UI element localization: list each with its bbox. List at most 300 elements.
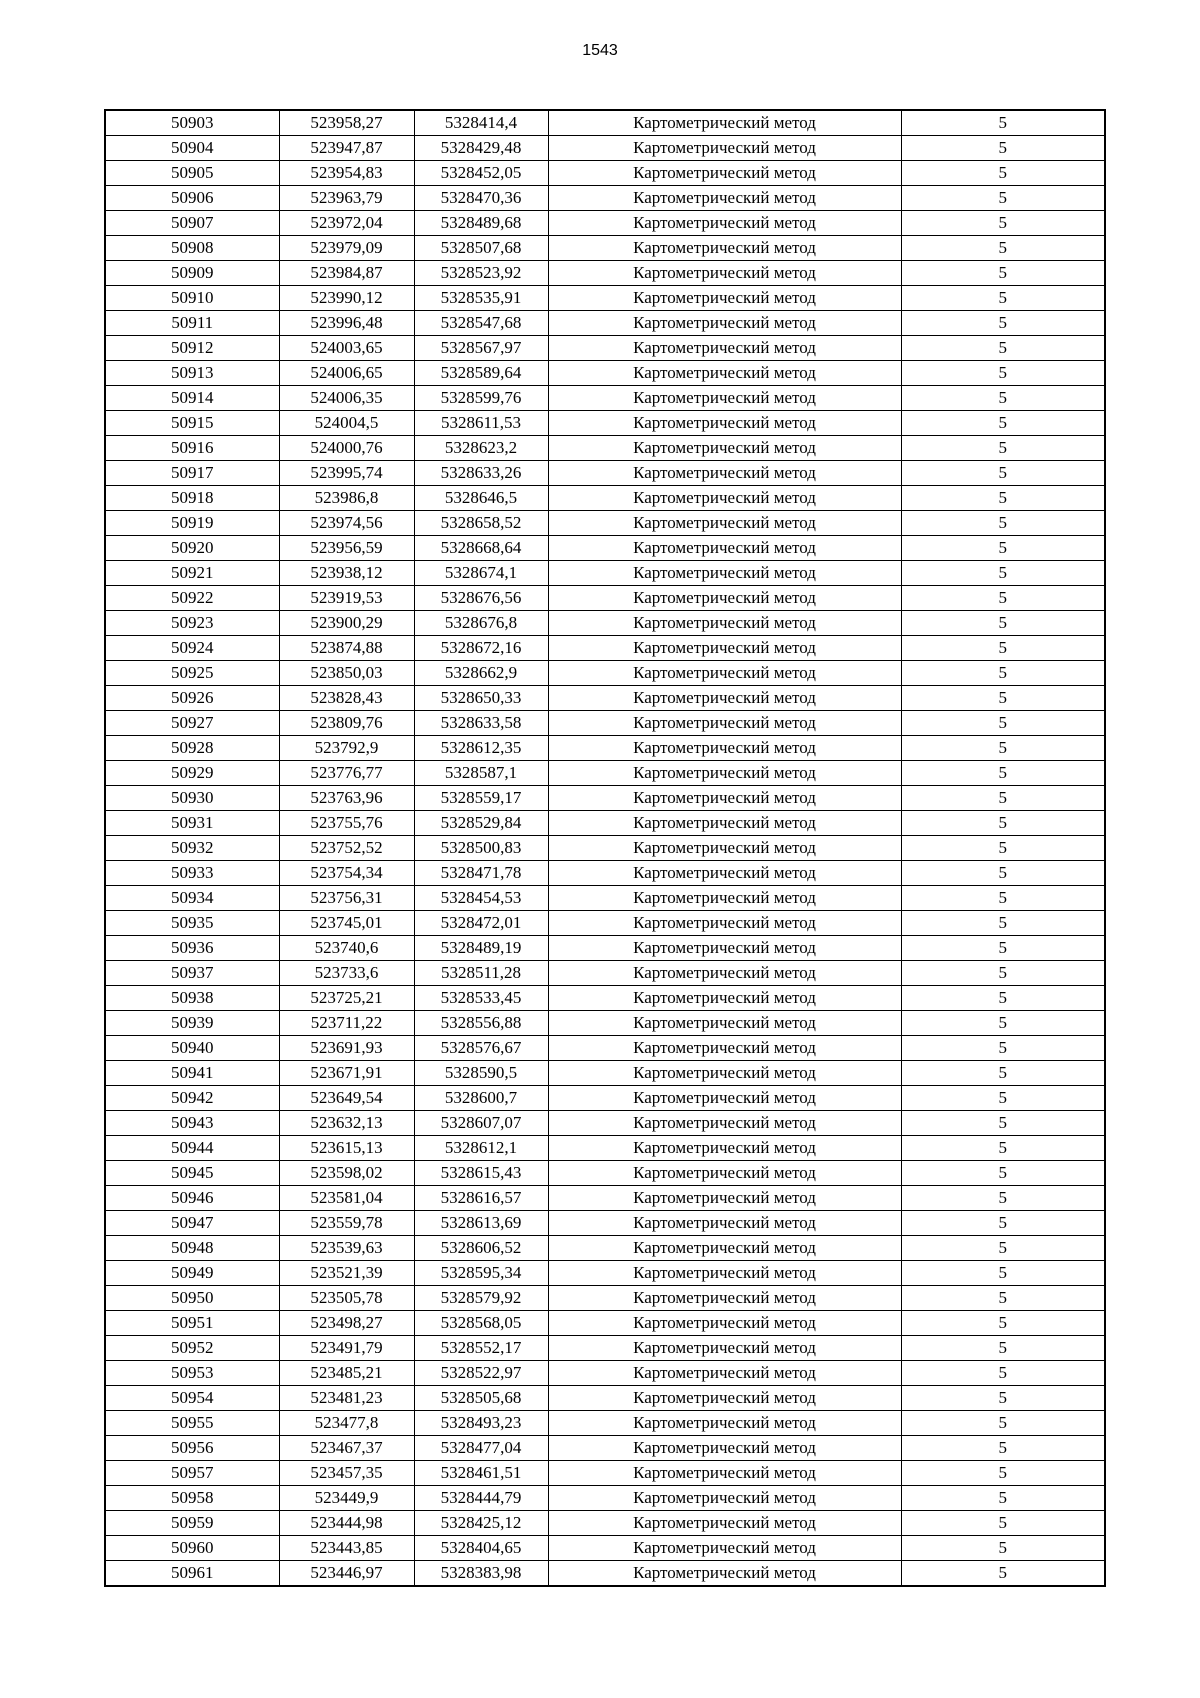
table-row: [105, 386, 1105, 411]
method-cell: Картометрический метод: [548, 1386, 901, 1411]
y-coordinate-cell: 5328589,64: [414, 361, 548, 386]
point-number-cell: 50929: [105, 761, 279, 786]
accuracy-cell: 5: [901, 211, 1105, 236]
method-cell: Картометрический метод: [548, 536, 901, 561]
y-coordinate-cell: 5328533,45: [414, 986, 548, 1011]
point-number-cell: 50915: [105, 411, 279, 436]
table-row: [105, 211, 1105, 236]
accuracy-cell: 5: [901, 886, 1105, 911]
method-cell: Картометрический метод: [548, 786, 901, 811]
y-coordinate-cell: 5328425,12: [414, 1511, 548, 1536]
accuracy-cell: 5: [901, 1436, 1105, 1461]
y-coordinate-cell: 5328633,58: [414, 711, 548, 736]
method-cell: Картометрический метод: [548, 811, 901, 836]
y-coordinate-cell: 5328600,7: [414, 1086, 548, 1111]
accuracy-cell: 5: [901, 911, 1105, 936]
point-number-cell: 50923: [105, 611, 279, 636]
accuracy-cell: 5: [901, 1161, 1105, 1186]
point-number-cell: 50919: [105, 511, 279, 536]
y-coordinate-cell: 5328650,33: [414, 686, 548, 711]
accuracy-cell: 5: [901, 736, 1105, 761]
accuracy-cell: 5: [901, 1336, 1105, 1361]
method-cell: Картометрический метод: [548, 986, 901, 1011]
point-number-cell: 50909: [105, 261, 279, 286]
point-number-cell: 50961: [105, 1561, 279, 1587]
accuracy-cell: 5: [901, 236, 1105, 261]
method-cell: Картометрический метод: [548, 361, 901, 386]
y-coordinate-cell: 5328511,28: [414, 961, 548, 986]
table-body: [105, 110, 1105, 1586]
point-number-cell: 50941: [105, 1061, 279, 1086]
x-coordinate-cell: 523984,87: [279, 261, 414, 286]
point-number-cell: 50910: [105, 286, 279, 311]
table-row: [105, 1336, 1105, 1361]
accuracy-cell: 5: [901, 1136, 1105, 1161]
y-coordinate-cell: 5328556,88: [414, 1011, 548, 1036]
accuracy-cell: 5: [901, 261, 1105, 286]
method-cell: Картометрический метод: [548, 736, 901, 761]
y-coordinate-cell: 5328668,64: [414, 536, 548, 561]
point-number-cell: 50934: [105, 886, 279, 911]
point-number-cell: 50950: [105, 1286, 279, 1311]
y-coordinate-cell: 5328616,57: [414, 1186, 548, 1211]
table-row: [105, 110, 1105, 136]
x-coordinate-cell: 523671,91: [279, 1061, 414, 1086]
accuracy-cell: 5: [901, 1286, 1105, 1311]
table-row: [105, 1111, 1105, 1136]
accuracy-cell: 5: [901, 1361, 1105, 1386]
point-number-cell: 50959: [105, 1511, 279, 1536]
y-coordinate-cell: 5328646,5: [414, 486, 548, 511]
coordinates-table: [104, 109, 1106, 1587]
accuracy-cell: 5: [901, 761, 1105, 786]
point-number-cell: 50903: [105, 110, 279, 136]
table-row: [105, 361, 1105, 386]
point-number-cell: 50955: [105, 1411, 279, 1436]
method-cell: Картометрический метод: [548, 1561, 901, 1587]
point-number-cell: 50937: [105, 961, 279, 986]
point-number-cell: 50906: [105, 186, 279, 211]
point-number-cell: 50926: [105, 686, 279, 711]
x-coordinate-cell: 523632,13: [279, 1111, 414, 1136]
accuracy-cell: 5: [901, 561, 1105, 586]
y-coordinate-cell: 5328607,07: [414, 1111, 548, 1136]
method-cell: Картометрический метод: [548, 836, 901, 861]
accuracy-cell: 5: [901, 1311, 1105, 1336]
accuracy-cell: 5: [901, 1261, 1105, 1286]
method-cell: Картометрический метод: [548, 1511, 901, 1536]
table-row: [105, 761, 1105, 786]
method-cell: Картометрический метод: [548, 486, 901, 511]
table-row: [105, 1511, 1105, 1536]
x-coordinate-cell: 523996,48: [279, 311, 414, 336]
accuracy-cell: 5: [901, 286, 1105, 311]
method-cell: Картометрический метод: [548, 411, 901, 436]
point-number-cell: 50904: [105, 136, 279, 161]
x-coordinate-cell: 523598,02: [279, 1161, 414, 1186]
x-coordinate-cell: 523446,97: [279, 1561, 414, 1587]
y-coordinate-cell: 5328489,68: [414, 211, 548, 236]
method-cell: Картометрический метод: [548, 861, 901, 886]
table-row: [105, 1261, 1105, 1286]
table-row: [105, 1536, 1105, 1561]
y-coordinate-cell: 5328579,92: [414, 1286, 548, 1311]
method-cell: Картометрический метод: [548, 1261, 901, 1286]
point-number-cell: 50918: [105, 486, 279, 511]
method-cell: Картометрический метод: [548, 211, 901, 236]
table-row: [105, 586, 1105, 611]
accuracy-cell: 5: [901, 1536, 1105, 1561]
method-cell: Картометрический метод: [548, 1011, 901, 1036]
table-row: [105, 911, 1105, 936]
method-cell: Картометрический метод: [548, 711, 901, 736]
x-coordinate-cell: 523733,6: [279, 961, 414, 986]
method-cell: Картометрический метод: [548, 1311, 901, 1336]
y-coordinate-cell: 5328505,68: [414, 1386, 548, 1411]
table-row: [105, 561, 1105, 586]
point-number-cell: 50956: [105, 1436, 279, 1461]
table-row: [105, 1286, 1105, 1311]
accuracy-cell: 5: [901, 186, 1105, 211]
accuracy-cell: 5: [901, 961, 1105, 986]
table-row: [105, 186, 1105, 211]
x-coordinate-cell: 523963,79: [279, 186, 414, 211]
point-number-cell: 50943: [105, 1111, 279, 1136]
x-coordinate-cell: 523828,43: [279, 686, 414, 711]
x-coordinate-cell: 523754,34: [279, 861, 414, 886]
y-coordinate-cell: 5328568,05: [414, 1311, 548, 1336]
method-cell: Картометрический метод: [548, 1236, 901, 1261]
x-coordinate-cell: 524004,5: [279, 411, 414, 436]
y-coordinate-cell: 5328404,65: [414, 1536, 548, 1561]
y-coordinate-cell: 5328612,35: [414, 736, 548, 761]
accuracy-cell: 5: [901, 1061, 1105, 1086]
accuracy-cell: 5: [901, 1111, 1105, 1136]
accuracy-cell: 5: [901, 361, 1105, 386]
accuracy-cell: 5: [901, 511, 1105, 536]
point-number-cell: 50931: [105, 811, 279, 836]
table-row: [105, 1461, 1105, 1486]
y-coordinate-cell: 5328523,92: [414, 261, 548, 286]
x-coordinate-cell: 523615,13: [279, 1136, 414, 1161]
table-row: [105, 1411, 1105, 1436]
accuracy-cell: 5: [901, 1211, 1105, 1236]
accuracy-cell: 5: [901, 486, 1105, 511]
method-cell: Картометрический метод: [548, 686, 901, 711]
x-coordinate-cell: 523986,8: [279, 486, 414, 511]
method-cell: Картометрический метод: [548, 161, 901, 186]
accuracy-cell: 5: [901, 1561, 1105, 1587]
table-row: [105, 661, 1105, 686]
method-cell: Картометрический метод: [548, 1361, 901, 1386]
method-cell: Картометрический метод: [548, 1461, 901, 1486]
method-cell: Картометрический метод: [548, 1411, 901, 1436]
point-number-cell: 50953: [105, 1361, 279, 1386]
method-cell: Картометрический метод: [548, 136, 901, 161]
table-row: [105, 636, 1105, 661]
table-row: [105, 1361, 1105, 1386]
y-coordinate-cell: 5328470,36: [414, 186, 548, 211]
point-number-cell: 50958: [105, 1486, 279, 1511]
accuracy-cell: 5: [901, 1386, 1105, 1411]
y-coordinate-cell: 5328461,51: [414, 1461, 548, 1486]
accuracy-cell: 5: [901, 461, 1105, 486]
y-coordinate-cell: 5328472,01: [414, 911, 548, 936]
point-number-cell: 50930: [105, 786, 279, 811]
table-row: [105, 1136, 1105, 1161]
point-number-cell: 50936: [105, 936, 279, 961]
x-coordinate-cell: 523974,56: [279, 511, 414, 536]
method-cell: Картометрический метод: [548, 110, 901, 136]
x-coordinate-cell: 523457,35: [279, 1461, 414, 1486]
x-coordinate-cell: 523972,04: [279, 211, 414, 236]
table-row: [105, 711, 1105, 736]
y-coordinate-cell: 5328383,98: [414, 1561, 548, 1587]
table-row: [105, 1086, 1105, 1111]
accuracy-cell: 5: [901, 1486, 1105, 1511]
point-number-cell: 50939: [105, 1011, 279, 1036]
method-cell: Картометрический метод: [548, 661, 901, 686]
method-cell: Картометрический метод: [548, 1536, 901, 1561]
y-coordinate-cell: 5328662,9: [414, 661, 548, 686]
table-row: [105, 236, 1105, 261]
accuracy-cell: 5: [901, 611, 1105, 636]
x-coordinate-cell: 524000,76: [279, 436, 414, 461]
y-coordinate-cell: 5328611,53: [414, 411, 548, 436]
method-cell: Картометрический метод: [548, 936, 901, 961]
accuracy-cell: 5: [901, 1411, 1105, 1436]
x-coordinate-cell: 523505,78: [279, 1286, 414, 1311]
y-coordinate-cell: 5328576,67: [414, 1036, 548, 1061]
x-coordinate-cell: 523809,76: [279, 711, 414, 736]
y-coordinate-cell: 5328676,8: [414, 611, 548, 636]
x-coordinate-cell: 523763,96: [279, 786, 414, 811]
method-cell: Картометрический метод: [548, 1436, 901, 1461]
x-coordinate-cell: 523444,98: [279, 1511, 414, 1536]
method-cell: Картометрический метод: [548, 461, 901, 486]
method-cell: Картометрический метод: [548, 886, 901, 911]
accuracy-cell: 5: [901, 686, 1105, 711]
page-number: 1543: [582, 42, 618, 59]
x-coordinate-cell: 523521,39: [279, 1261, 414, 1286]
method-cell: Картометрический метод: [548, 436, 901, 461]
method-cell: Картометрический метод: [548, 261, 901, 286]
point-number-cell: 50925: [105, 661, 279, 686]
x-coordinate-cell: 523491,79: [279, 1336, 414, 1361]
x-coordinate-cell: 523756,31: [279, 886, 414, 911]
x-coordinate-cell: 523900,29: [279, 611, 414, 636]
accuracy-cell: 5: [901, 436, 1105, 461]
x-coordinate-cell: 523539,63: [279, 1236, 414, 1261]
y-coordinate-cell: 5328599,76: [414, 386, 548, 411]
accuracy-cell: 5: [901, 786, 1105, 811]
x-coordinate-cell: 523874,88: [279, 636, 414, 661]
method-cell: Картометрический метод: [548, 1136, 901, 1161]
table-row: [105, 786, 1105, 811]
accuracy-cell: 5: [901, 1511, 1105, 1536]
y-coordinate-cell: 5328633,26: [414, 461, 548, 486]
x-coordinate-cell: 523995,74: [279, 461, 414, 486]
table-row: [105, 486, 1105, 511]
x-coordinate-cell: 523990,12: [279, 286, 414, 311]
accuracy-cell: 5: [901, 1461, 1105, 1486]
point-number-cell: 50911: [105, 311, 279, 336]
table-row: [105, 1211, 1105, 1236]
table-row: [105, 1236, 1105, 1261]
point-number-cell: 50921: [105, 561, 279, 586]
point-number-cell: 50960: [105, 1536, 279, 1561]
accuracy-cell: 5: [901, 986, 1105, 1011]
point-number-cell: 50933: [105, 861, 279, 886]
accuracy-cell: 5: [901, 536, 1105, 561]
accuracy-cell: 5: [901, 336, 1105, 361]
y-coordinate-cell: 5328674,1: [414, 561, 548, 586]
point-number-cell: 50927: [105, 711, 279, 736]
x-coordinate-cell: 523725,21: [279, 986, 414, 1011]
y-coordinate-cell: 5328547,68: [414, 311, 548, 336]
y-coordinate-cell: 5328522,97: [414, 1361, 548, 1386]
accuracy-cell: 5: [901, 1086, 1105, 1111]
point-number-cell: 50952: [105, 1336, 279, 1361]
point-number-cell: 50935: [105, 911, 279, 936]
accuracy-cell: 5: [901, 661, 1105, 686]
y-coordinate-cell: 5328489,19: [414, 936, 548, 961]
table-row: [105, 686, 1105, 711]
table-row: [105, 1061, 1105, 1086]
table-row: [105, 136, 1105, 161]
point-number-cell: 50912: [105, 336, 279, 361]
point-number-cell: 50913: [105, 361, 279, 386]
accuracy-cell: 5: [901, 1236, 1105, 1261]
y-coordinate-cell: 5328500,83: [414, 836, 548, 861]
method-cell: Картометрический метод: [548, 1061, 901, 1086]
point-number-cell: 50917: [105, 461, 279, 486]
y-coordinate-cell: 5328507,68: [414, 236, 548, 261]
accuracy-cell: 5: [901, 711, 1105, 736]
y-coordinate-cell: 5328612,1: [414, 1136, 548, 1161]
accuracy-cell: 5: [901, 811, 1105, 836]
y-coordinate-cell: 5328452,05: [414, 161, 548, 186]
x-coordinate-cell: 523954,83: [279, 161, 414, 186]
x-coordinate-cell: 523485,21: [279, 1361, 414, 1386]
accuracy-cell: 5: [901, 1186, 1105, 1211]
x-coordinate-cell: 523711,22: [279, 1011, 414, 1036]
method-cell: Картометрический метод: [548, 1336, 901, 1361]
method-cell: Картометрический метод: [548, 386, 901, 411]
point-number-cell: 50945: [105, 1161, 279, 1186]
y-coordinate-cell: 5328623,2: [414, 436, 548, 461]
accuracy-cell: 5: [901, 1011, 1105, 1036]
table-row: [105, 336, 1105, 361]
x-coordinate-cell: 523481,23: [279, 1386, 414, 1411]
method-cell: Картометрический метод: [548, 311, 901, 336]
table-row: [105, 936, 1105, 961]
point-number-cell: 50938: [105, 986, 279, 1011]
table-row: [105, 1561, 1105, 1587]
table-row: [105, 286, 1105, 311]
accuracy-cell: 5: [901, 311, 1105, 336]
x-coordinate-cell: 523467,37: [279, 1436, 414, 1461]
table-row: [105, 536, 1105, 561]
x-coordinate-cell: 524006,65: [279, 361, 414, 386]
point-number-cell: 50914: [105, 386, 279, 411]
x-coordinate-cell: 523947,87: [279, 136, 414, 161]
method-cell: Картометрический метод: [548, 911, 901, 936]
point-number-cell: 50920: [105, 536, 279, 561]
table-row: [105, 1486, 1105, 1511]
method-cell: Картометрический метод: [548, 1036, 901, 1061]
accuracy-cell: 5: [901, 636, 1105, 661]
table-row: [105, 861, 1105, 886]
y-coordinate-cell: 5328615,43: [414, 1161, 548, 1186]
x-coordinate-cell: 524003,65: [279, 336, 414, 361]
x-coordinate-cell: 523498,27: [279, 1311, 414, 1336]
method-cell: Картометрический метод: [548, 511, 901, 536]
y-coordinate-cell: 5328672,16: [414, 636, 548, 661]
table-row: [105, 511, 1105, 536]
table-row: [105, 986, 1105, 1011]
accuracy-cell: 5: [901, 861, 1105, 886]
table-row: [105, 261, 1105, 286]
x-coordinate-cell: 523919,53: [279, 586, 414, 611]
table-row: [105, 1436, 1105, 1461]
y-coordinate-cell: 5328559,17: [414, 786, 548, 811]
x-coordinate-cell: 523477,8: [279, 1411, 414, 1436]
x-coordinate-cell: 524006,35: [279, 386, 414, 411]
table-row: [105, 1036, 1105, 1061]
point-number-cell: 50946: [105, 1186, 279, 1211]
y-coordinate-cell: 5328676,56: [414, 586, 548, 611]
x-coordinate-cell: 523956,59: [279, 536, 414, 561]
y-coordinate-cell: 5328493,23: [414, 1411, 548, 1436]
table-row: [105, 961, 1105, 986]
table-row: [105, 836, 1105, 861]
x-coordinate-cell: 523938,12: [279, 561, 414, 586]
point-number-cell: 50916: [105, 436, 279, 461]
method-cell: Картометрический метод: [548, 761, 901, 786]
method-cell: Картометрический метод: [548, 336, 901, 361]
method-cell: Картометрический метод: [548, 1161, 901, 1186]
y-coordinate-cell: 5328535,91: [414, 286, 548, 311]
method-cell: Картометрический метод: [548, 286, 901, 311]
table-row: [105, 611, 1105, 636]
x-coordinate-cell: 523850,03: [279, 661, 414, 686]
point-number-cell: 50944: [105, 1136, 279, 1161]
y-coordinate-cell: 5328429,48: [414, 136, 548, 161]
point-number-cell: 50957: [105, 1461, 279, 1486]
method-cell: Картометрический метод: [548, 1486, 901, 1511]
accuracy-cell: 5: [901, 136, 1105, 161]
point-number-cell: 50908: [105, 236, 279, 261]
table-row: [105, 1161, 1105, 1186]
method-cell: Картометрический метод: [548, 1286, 901, 1311]
method-cell: Картометрический метод: [548, 1186, 901, 1211]
method-cell: Картометрический метод: [548, 1111, 901, 1136]
y-coordinate-cell: 5328471,78: [414, 861, 548, 886]
point-number-cell: 50922: [105, 586, 279, 611]
x-coordinate-cell: 523449,9: [279, 1486, 414, 1511]
table-row: [105, 311, 1105, 336]
x-coordinate-cell: 523745,01: [279, 911, 414, 936]
point-number-cell: 50949: [105, 1261, 279, 1286]
x-coordinate-cell: 523958,27: [279, 110, 414, 136]
table-row: [105, 886, 1105, 911]
y-coordinate-cell: 5328454,53: [414, 886, 548, 911]
method-cell: Картометрический метод: [548, 1211, 901, 1236]
x-coordinate-cell: 523691,93: [279, 1036, 414, 1061]
y-coordinate-cell: 5328595,34: [414, 1261, 548, 1286]
point-number-cell: 50905: [105, 161, 279, 186]
